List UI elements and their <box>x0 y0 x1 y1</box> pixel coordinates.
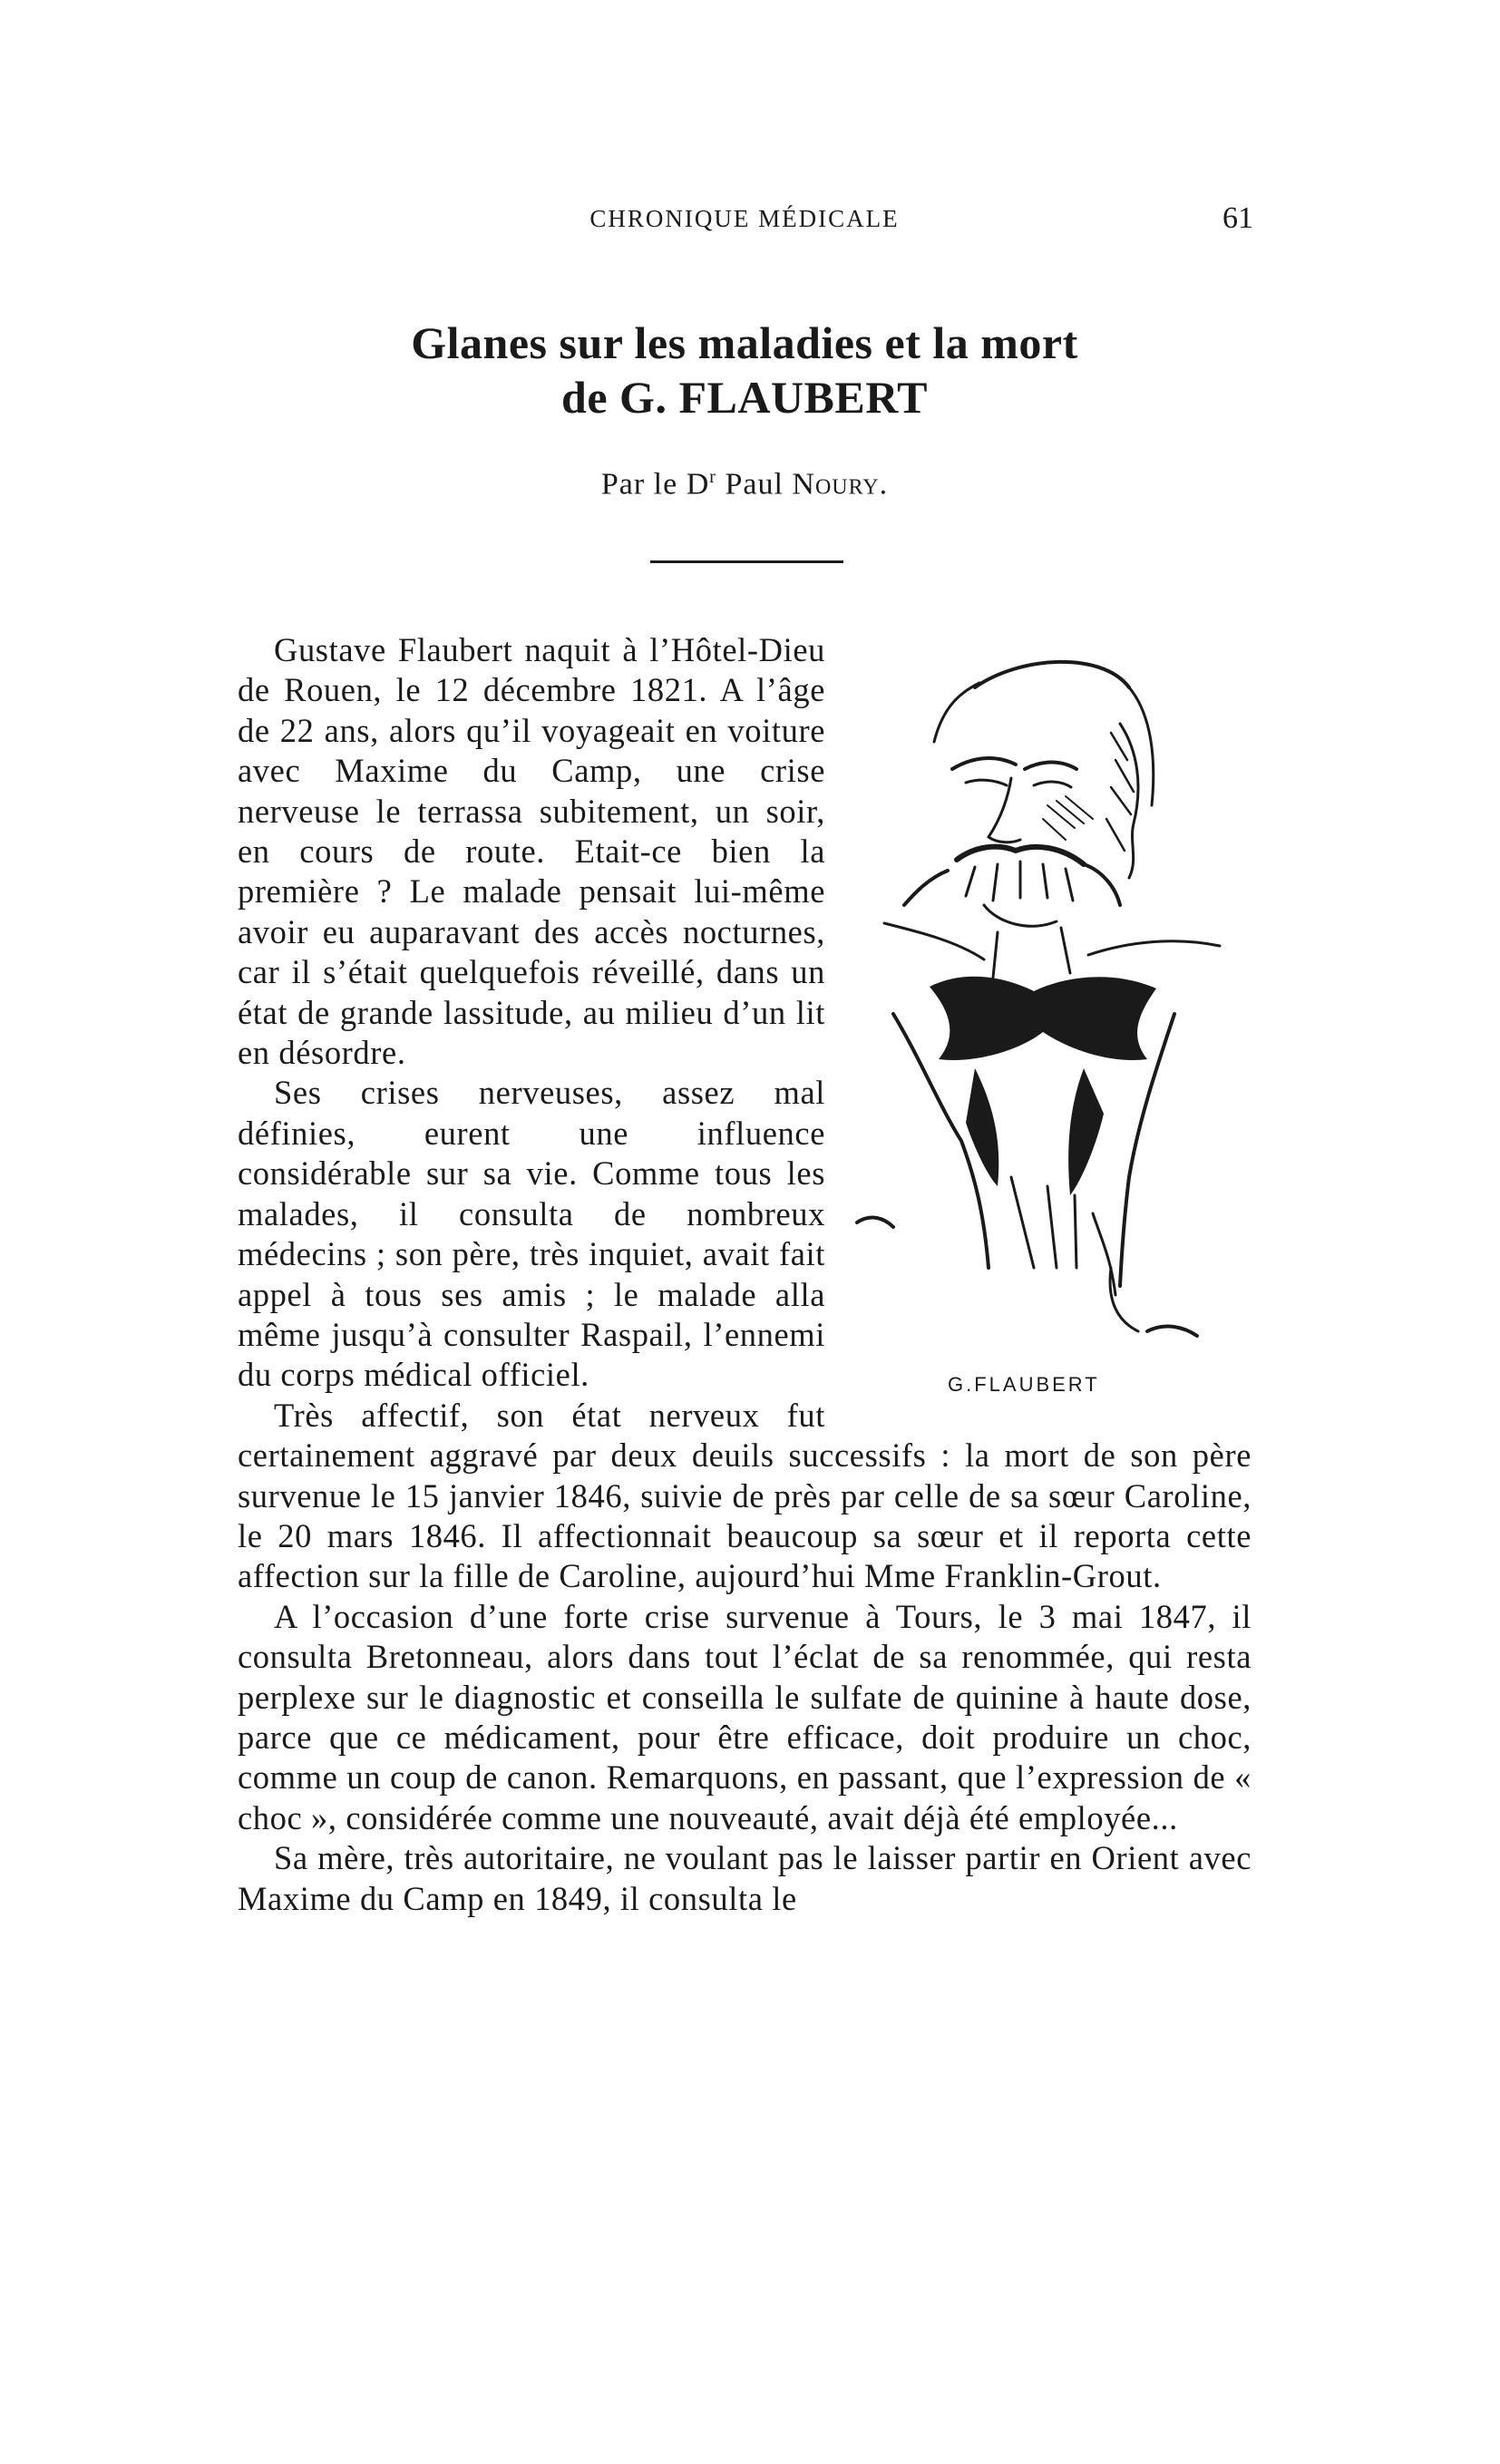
byline <box>236 467 1253 502</box>
running-title: CHRONIQUE MÉDICALE <box>589 205 900 232</box>
article-body <box>238 630 1252 1919</box>
portrait-caption: G.FLAUBERT <box>948 1373 1100 1396</box>
byline-prefix: Par le D <box>600 467 710 502</box>
paragraph: Gustave Flaubert naquit à l’Hôtel-Dieu de Rouen, le 12 décembre 1821. A l’âge de 22 ans, alors qu’il voyageait en voiture avec Maxime du Camp, une crise nerveuse le terrassa subitement, un soir, en cours de route. Etait-ce bien la première ? Le malade pensait lui-même avoir eu auparavant des accès nocturnes, car il s’était quelquefois réveillé, dans un état de grande lassitude, au milieu d’un lit en désordre. <box>238 631 825 1072</box>
paragraph: Ses crises nerveuses, assez mal définies, eurent une influence considérable sur sa vie. Comme tous les malades, il consulta de nombreux médecins ; son père, très inquiet, avait fait appel à tous ses amis ; le malade alla même jusqu’à consulter Raspail, l’ennemi du corps médical officiel. <box>238 1074 825 1394</box>
paragraph: Sa mère, très autoritaire, ne voulant pas le laisser partir en Orient avec Maxime du Camp en 1849, il consulta le <box>238 1839 1252 1917</box>
page-number: 61 <box>1222 201 1253 235</box>
byline-sup: r <box>709 467 716 487</box>
title-divider <box>650 560 843 563</box>
article-title-line-1: Glanes sur les maladies et la mort <box>411 317 1078 368</box>
paragraph: A l’occasion d’une forte crise survenue à Tours, le 3 mai 1847, il consulta Bretonneau, alors dans tout l’éclat de sa renommée, qui resta perplexe sur le diagnostic et conseilla le sulfate de quinine à haute dose, parce que ce médicament, pour être efficace, doit produire un choc, comme un coup de canon. Remarquons, en passant, que l’expression de « choc », considérée comme une nouveauté, avait déjà été employée... <box>238 1597 1252 1836</box>
byline-first-name: Paul <box>725 467 793 502</box>
article-title <box>236 316 1253 424</box>
running-head <box>236 201 1253 238</box>
paragraph: Très affectif, son état nerveux fut certainement aggravé par deux deuils successifs : la mort de son père survenue le 15 janvier 1846, suivie de près par celle de sa sœur Caroline, le 20 mars 1846. Il affectionnait beaucoup sa sœur et il reporta cette affection sur la fille de Caroline, aujourd’hui Mme Franklin-Grout. <box>238 1396 1252 1595</box>
article-title-line-2: de G. FLAUBERT <box>561 372 928 423</box>
figure-spacer <box>1007 630 1252 1428</box>
byline-last-name: Noury. <box>792 467 889 502</box>
